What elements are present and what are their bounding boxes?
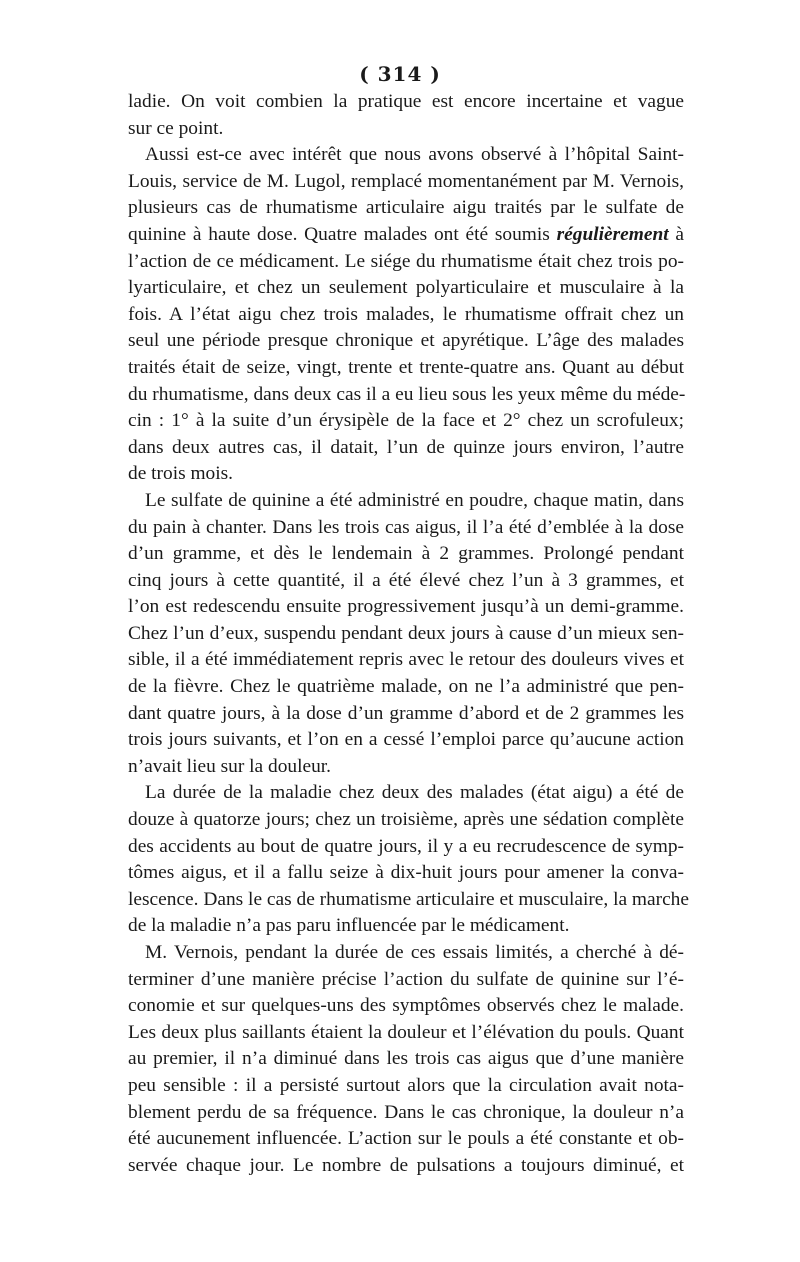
text-line: Les deux plus saillants étaient la douleur et l’élévation du pouls. Quant — [128, 1021, 684, 1043]
text-line: Aussi est-ce avec intérêt que nous avons observé à l’hôpital Saint- — [145, 144, 684, 166]
text-line: tômes aigus, et il a fallu seize à dix-huit jours pour amener la conva- — [128, 862, 684, 884]
text-line: conomie et sur quelques-uns des symptômes observés chez le malade. — [128, 995, 684, 1017]
text-line: du pain à chanter. Dans les trois cas aigus, il l’a été d’emblée à la dose — [128, 516, 684, 538]
text-line: sible, il a été immédiatement repris avec le retour des douleurs vives et — [128, 649, 684, 671]
text-line: sur ce point. — [128, 117, 224, 139]
text-line — [128, 222, 684, 249]
text-line: n’avait lieu sur la douleur. — [128, 755, 332, 777]
text-line: Louis, service de M. Lugol, remplacé momentanément par M. Vernois, — [128, 170, 684, 192]
text-segment: à — [668, 223, 684, 245]
body-text — [128, 89, 689, 1179]
text-line: lyarticulaire, et chez un seulement polyarticulaire et musculaire à la — [128, 277, 684, 299]
text-line: seul une période presque chronique et apyrétique. L’âge des malades — [128, 330, 684, 352]
text-line: dans deux autres cas, il datait, l’un de quinze jours environ, l’autre — [128, 436, 684, 458]
text-line: de la fièvre. Chez le quatrième malade, on ne l’a administré que pen- — [128, 676, 684, 698]
text-line: lescence. Dans le cas de rhumatisme articulaire et musculaire, la marche — [128, 888, 689, 910]
text-line: été aucunement influencée. L’action sur le pouls a été constante et ob- — [128, 1128, 684, 1150]
text-line: La durée de la maladie chez deux des malades (état aigu) a été de — [145, 782, 684, 804]
text-line: cin : 1° à la suite d’un érysipèle de la face et 2° chez un scrofuleux; — [128, 410, 684, 432]
text-line: au premier, il n’a diminué dans les trois cas aigus que d’une manière — [128, 1048, 684, 1070]
text-line: de la maladie n’a pas paru influencée par le médicament. — [128, 915, 570, 937]
text-line: M. Vernois, pendant la durée de ces essais limités, a cherché à dé- — [145, 942, 684, 963]
text-line: dant quatre jours, à la dose d’un gramme d’abord et de 2 grammes les — [128, 702, 684, 724]
text-line: servée chaque jour. Le nombre de pulsations a toujours diminué, et — [128, 1154, 684, 1176]
text-line: cinq jours à cette quantité, il a été élevé chez l’un à 3 grammes, et — [128, 569, 684, 591]
page-number: ( 314 ) — [359, 62, 441, 86]
text-line: des accidents au bout de quatre jours, il y a eu recrudescence de symp- — [128, 835, 684, 857]
text-line: de trois mois. — [128, 463, 234, 485]
text-segment: quinine à haute dose. Quatre malades ont été soumis — [128, 223, 557, 245]
text-line: douze à quatorze jours; chez un troisième, après une sédation complète — [128, 809, 684, 831]
text-line: d’un gramme, et dès le lendemain à 2 grammes. Prolongé pendant — [128, 543, 684, 565]
text-line: du rhumatisme, dans deux cas il a eu lieu sous les yeux même du méde- — [128, 383, 686, 405]
text-line: ladie. On voit combien la pratique est encore incertaine et vague — [128, 91, 684, 112]
text-line: l’action de ce médicament. Le siége du rhumatisme était chez trois po- — [128, 250, 684, 272]
text-line: Chez l’un d’eux, suspendu pendant deux jours à cause d’un mieux sen- — [128, 622, 684, 644]
emphasized-word: régulièrement — [556, 223, 669, 245]
text-line: Le sulfate de quinine a été administré en poudre, chaque matin, dans — [145, 489, 684, 511]
text-line: terminer d’une manière précise l’action du sulfate de quinine sur l’é- — [128, 968, 684, 990]
text-line: blement perdu de sa fréquence. Dans le cas chronique, la douleur n’a — [128, 1101, 684, 1123]
text-line: fois. A l’état aigu chez trois malades, le rhumatisme offrait chez un — [128, 303, 684, 325]
text-line: peu sensible : il a persisté surtout alors que la circulation avait nota- — [128, 1074, 684, 1096]
text-line: trois jours suivants, et l’on en a cessé l’emploi parce qu’aucune action — [128, 729, 684, 751]
text-line: l’on est redescendu ensuite progressivement jusqu’à un demi-gramme. — [128, 596, 684, 618]
text-line: plusieurs cas de rhumatisme articulaire aigu traités par le sulfate de — [128, 197, 684, 219]
text-line: traités était de seize, vingt, trente et trente-quatre ans. Quant au début — [128, 356, 684, 378]
